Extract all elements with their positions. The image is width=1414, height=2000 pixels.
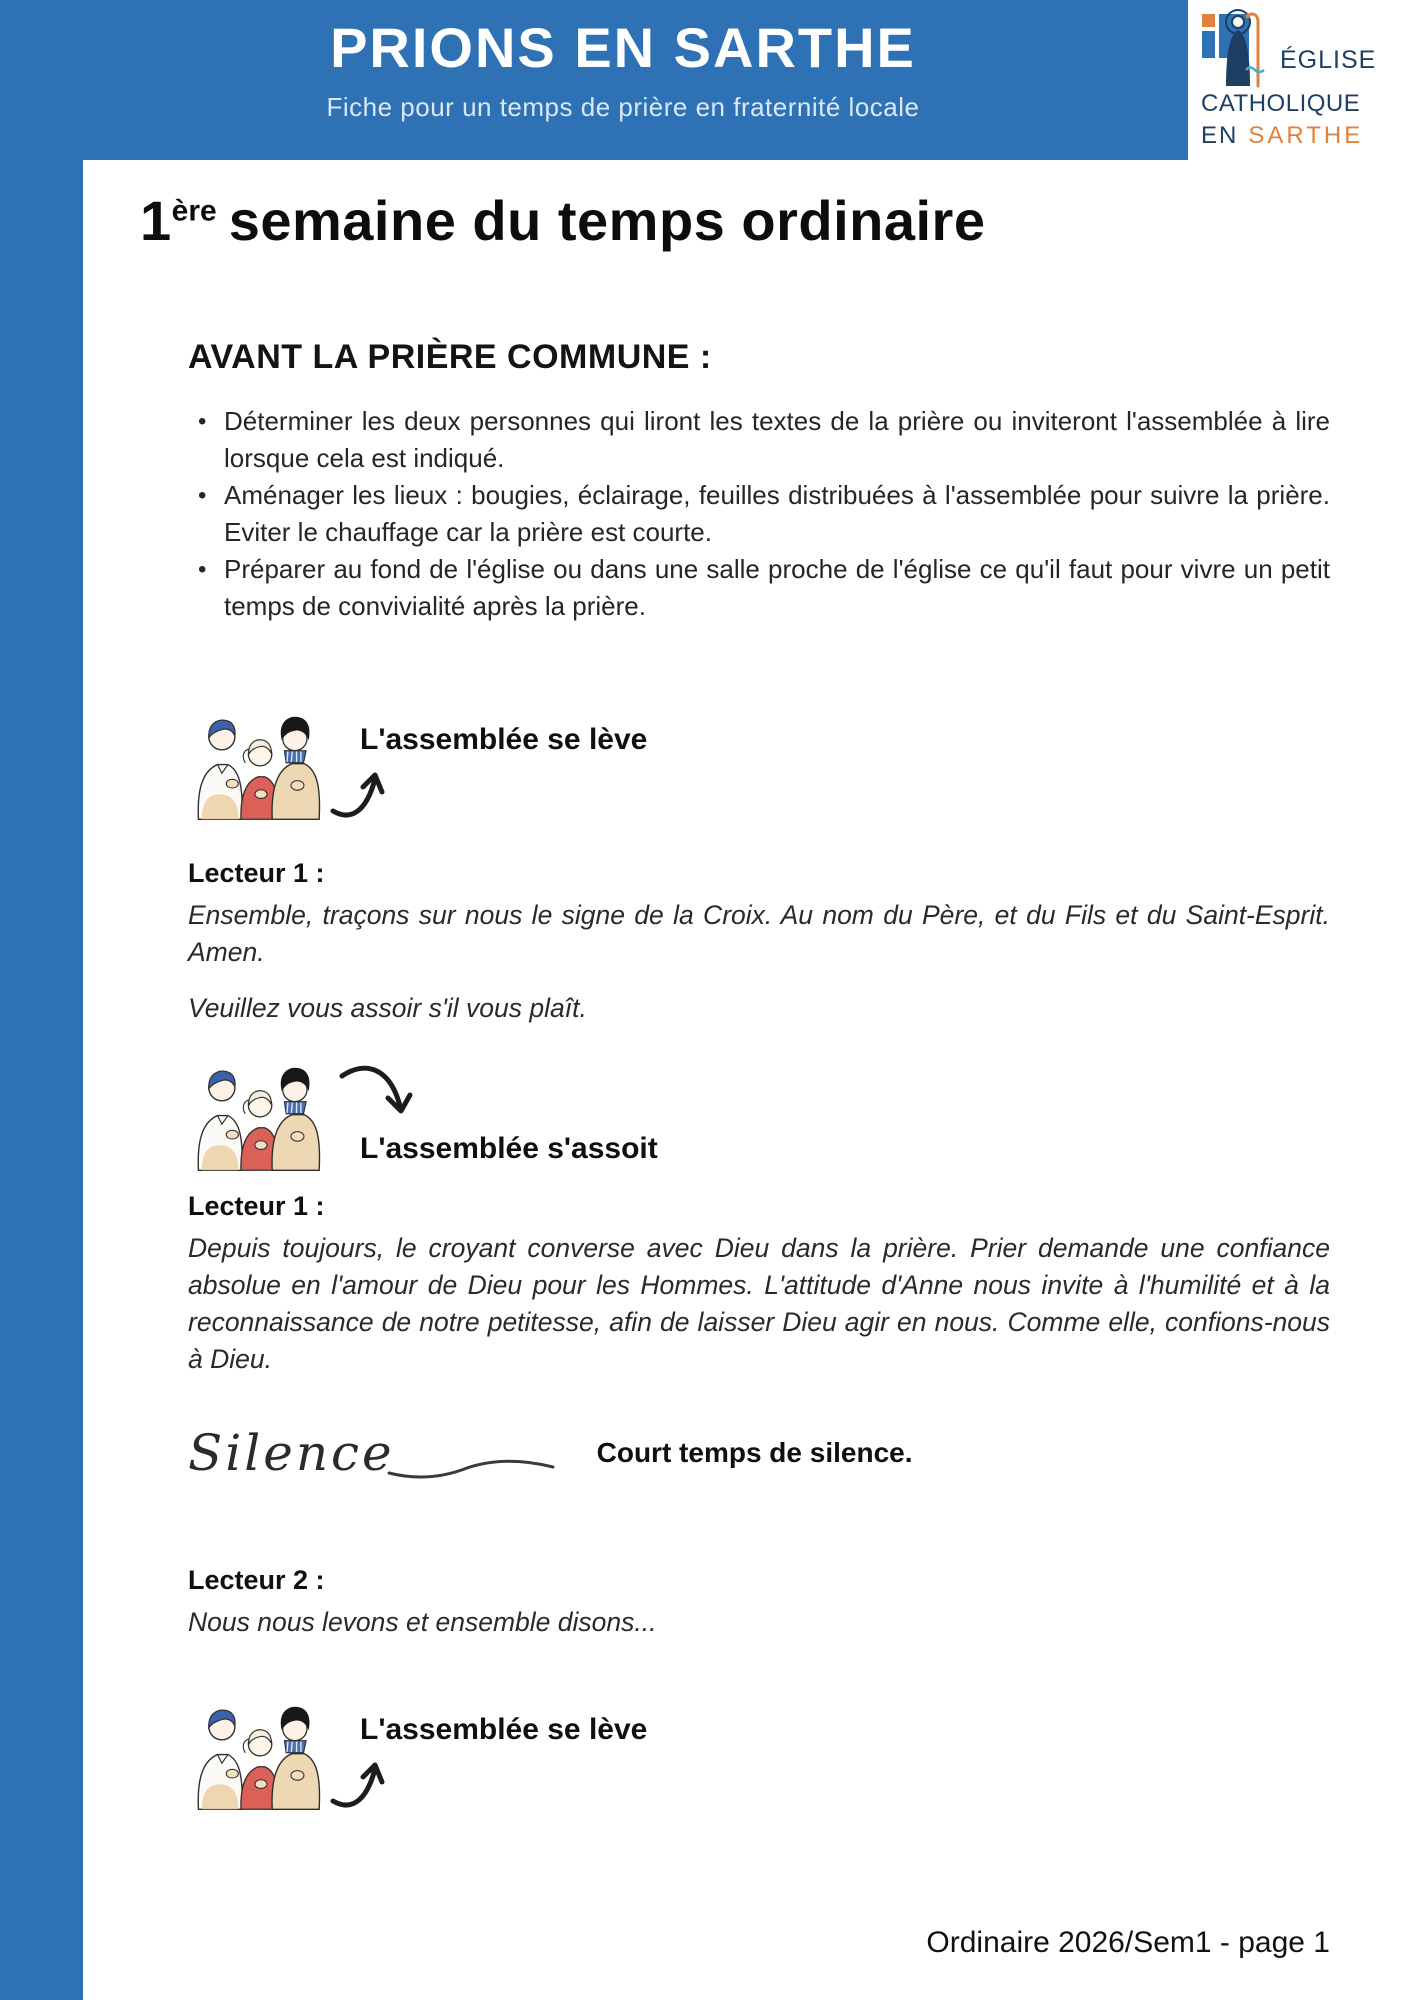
praying-people-illustration [188, 705, 340, 825]
reader-label: Lecteur 1 : [188, 1190, 325, 1221]
assembly-cue-stand-2 [188, 1687, 1330, 1825]
reader-block-3 [188, 1564, 1330, 1641]
banner-title: PRIONS EN SARTHE [330, 16, 916, 79]
silence-caption: Court temps de silence. [596, 1436, 913, 1468]
inner-column [188, 338, 1330, 1825]
reader-block-1 [188, 857, 1330, 971]
curved-arrow-up-icon [328, 761, 390, 823]
swoosh-underline [387, 1455, 557, 1481]
assembly-cue-label: L'assemblée se lève [360, 1712, 648, 1746]
logo-sarthe: SARTHE [1248, 122, 1364, 149]
banner-text-block [0, 16, 1188, 123]
curved-arrow-up-icon [328, 1751, 390, 1813]
curved-arrow-down-icon [338, 1058, 422, 1122]
preparation-list [188, 403, 1330, 625]
diocese-logo [1188, 0, 1414, 160]
saint-figure-icon [1200, 6, 1274, 90]
document-body [83, 160, 1414, 1825]
reader-label: Lecteur 1 : [188, 857, 325, 888]
banner-subtitle: Fiche pour un temps de prière en fraternité locale [326, 92, 920, 122]
reader-label: Lecteur 2 : [188, 1564, 325, 1595]
praying-people-illustration [188, 1056, 340, 1176]
logo-line-en-sarthe [1201, 122, 1363, 150]
sit-instruction-text: Veuillez vous assoir s'il vous plaît. [188, 992, 587, 1023]
assembly-cue-sit [188, 1048, 1330, 1182]
title-number: 1 [140, 189, 172, 252]
left-blue-stripe [0, 0, 83, 2000]
assembly-cue-label: L'assemblée s'assoit [360, 1131, 658, 1165]
logo-line-eglise: ÉGLISE [1280, 46, 1377, 74]
list-item: • Déterminer les deux personnes qui liront les textes de la prière ou inviteront l'assemblée à lire lorsque cela est indiqué. [188, 403, 1330, 477]
reader-block-2 [188, 1190, 1330, 1378]
list-item: • Aménager les lieux : bougies, éclairage, feuilles distribuées à l'assemblée pour suivre la prière. Eviter le chauffage car la prière est courte. [188, 477, 1330, 551]
praying-people-illustration [188, 1695, 340, 1815]
page-footer: Ordinaire 2026/Sem1 - page 1 [926, 1926, 1330, 1959]
assembly-cue-stand-1 [188, 697, 1330, 835]
list-item: • Préparer au fond de l'église ou dans une salle proche de l'église ce qu'il faut pour vivre un petit temps de convivialité après la prière. [188, 551, 1330, 625]
section-heading: AVANT LA PRIÈRE COMMUNE : [188, 337, 712, 376]
reader-text: Depuis toujours, le croyant converse avec Dieu dans la prière. Prier demande une confiance absolue en l'amour de Dieu pour les Hommes. L'attitude d'Anne nous invite à l'humilité et à la reconnaissance de notre petitesse, afin de laisser Dieu agir en nous. Comme elle, confions-nous à Dieu. [188, 1232, 1330, 1374]
silence-block [188, 1416, 1330, 1490]
logo-line-catholique: CATHOLIQUE [1201, 90, 1361, 117]
reader-text: Nous nous levons et ensemble disons... [188, 1606, 657, 1637]
silence-script-text: Silence [188, 1423, 395, 1482]
assembly-cue-label: L'assemblée se lève [360, 722, 648, 756]
page-title [140, 190, 1330, 252]
title-text: semaine du temps ordinaire [228, 189, 986, 252]
title-ordinal: ère [171, 194, 217, 228]
reader-text: Ensemble, traçons sur nous le signe de la Croix. Au nom du Père, et du Fils et du Saint-Esprit. Amen. [188, 899, 1330, 967]
logo-en: EN [1201, 122, 1239, 149]
